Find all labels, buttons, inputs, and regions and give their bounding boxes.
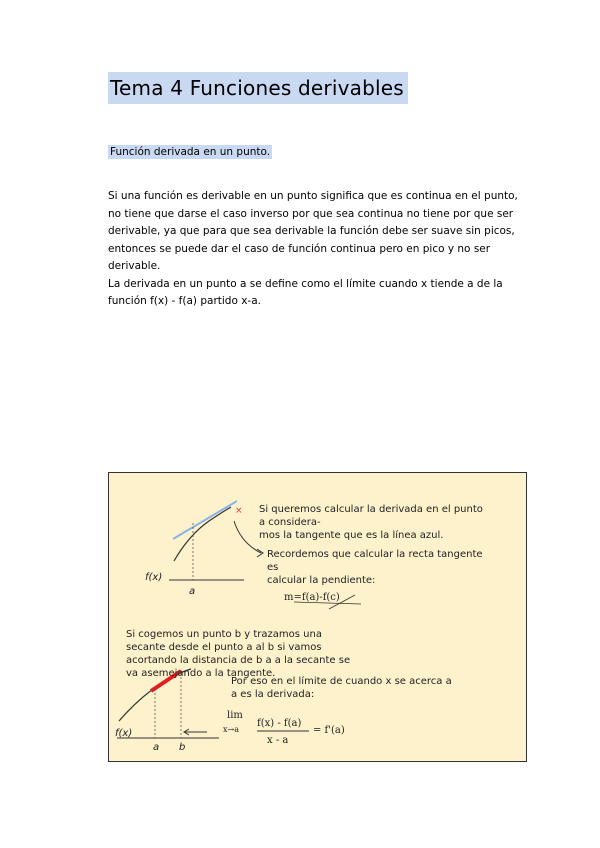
label-a-bottom: a xyxy=(153,742,160,753)
arrow-to-note xyxy=(234,521,261,553)
section-heading: Función derivada en un punto. xyxy=(110,146,271,158)
note-secant: Si cogemos un punto b y trazamos una secante desde el punto a al b si vamos acortando la distancia de b a a la secante se va asemejando a la tangente. xyxy=(126,629,351,679)
slope-formula: m=f(a)-f(c) xyxy=(284,592,340,603)
note-limit: Por eso en el límite de cuando x se acerca a a es la derivada: xyxy=(231,676,452,700)
label-b-bottom: b xyxy=(179,742,186,753)
point-marker: × xyxy=(235,506,243,516)
note-slope: Recordemos que calcular la recta tangente es calcular la pendiente: xyxy=(267,549,483,586)
derivative-illustration xyxy=(108,472,527,762)
limit-subscript: x→a xyxy=(223,725,239,734)
limit-numerator: f(x) - f(a) xyxy=(257,718,302,729)
limit-lim: lim xyxy=(227,710,243,721)
note-tangent: Si queremos calcular la derivada en el punto a considera- mos la tangente que es la línea azul. xyxy=(259,504,483,541)
label-a-top: a xyxy=(189,586,196,597)
page-title: Tema 4 Funciones derivables xyxy=(108,72,408,104)
label-fx-top: f(x) xyxy=(145,572,163,583)
limit-denominator: x - a xyxy=(267,735,289,746)
tangent-line xyxy=(173,501,237,539)
paragraph-derivability: Si una función es derivable en un punto significa que es continua en el punto, no tiene que darse el caso inverso por que sea continua no tiene por que ser derivable, ya que para que sea derivable la función debe ser suave sin picos, entonces se puede dar el caso de función continua pero en pico y no ser derivable. xyxy=(108,190,518,272)
label-fx-bottom: f(x) xyxy=(115,728,133,739)
limit-result: = f'(a) xyxy=(313,725,345,736)
paragraph-definition: La derivada en un punto a se define como el límite cuando x tiende a de la función f(x) - f(a) partido x-a. xyxy=(108,277,503,307)
body-text xyxy=(108,188,533,311)
